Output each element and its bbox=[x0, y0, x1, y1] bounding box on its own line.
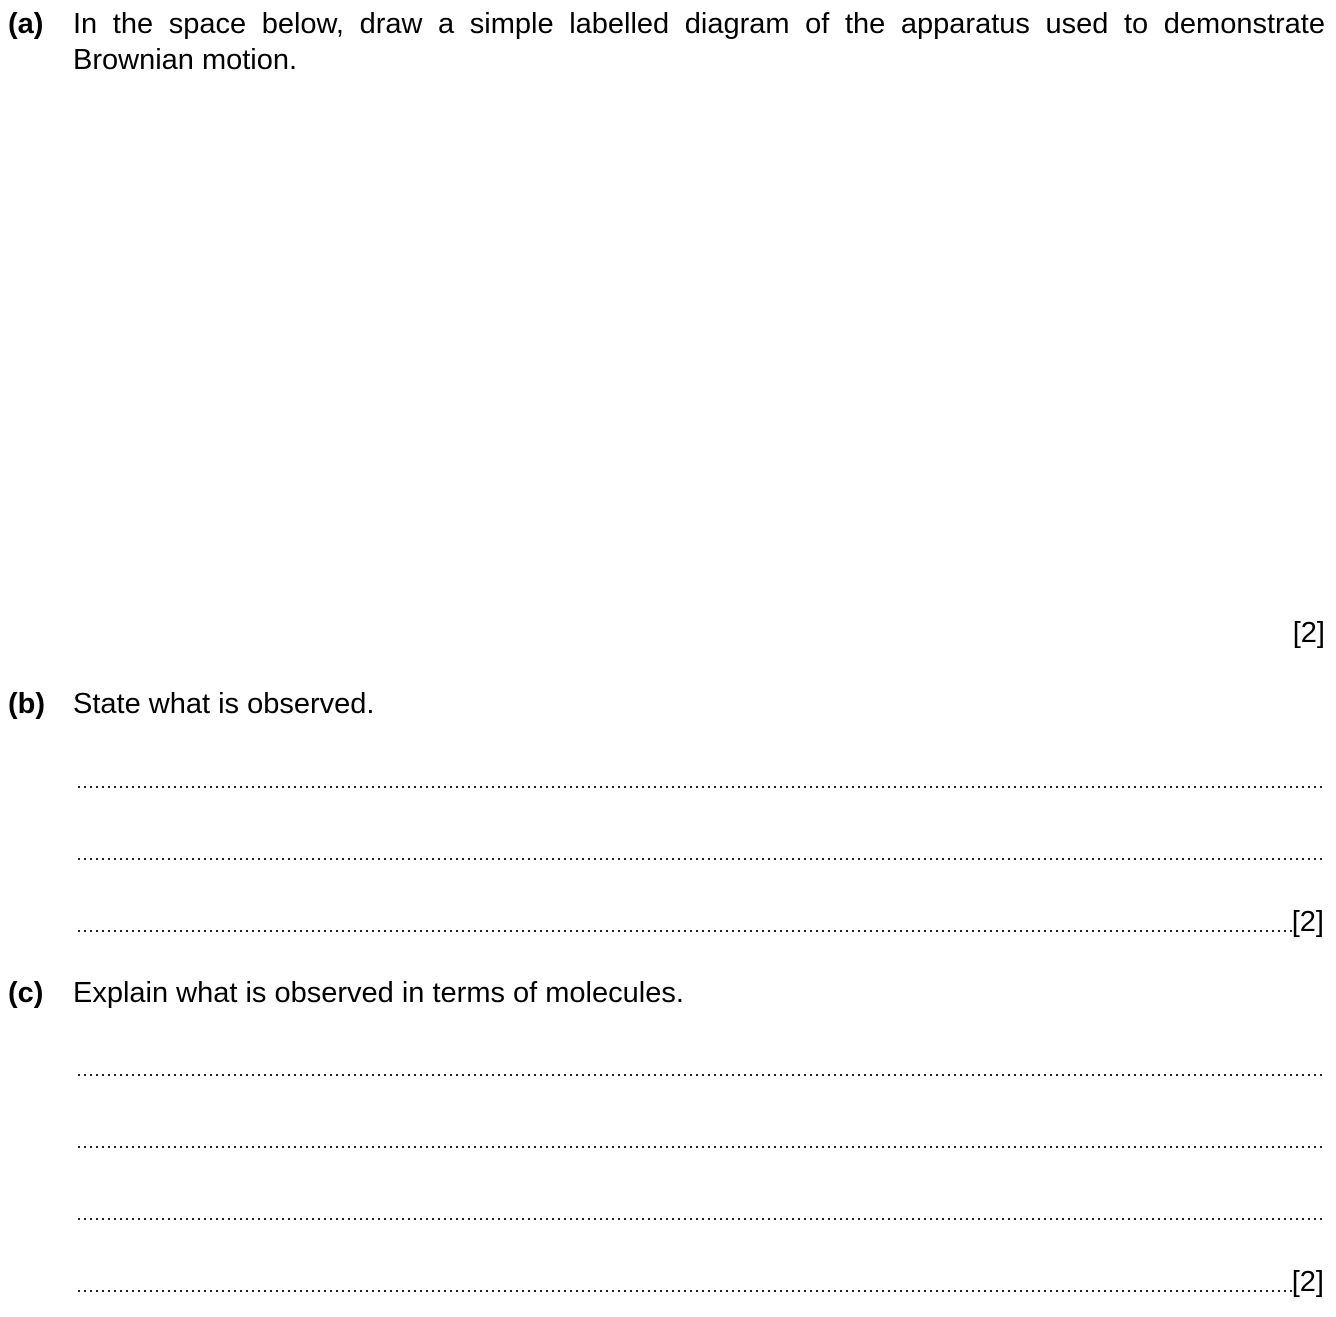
dotted-rule bbox=[76, 930, 1292, 932]
dotted-rule bbox=[76, 858, 1324, 860]
question-c-marks: [2] bbox=[1291, 1266, 1324, 1298]
question-c-text: Explain what is observed in terms of molecules. bbox=[73, 977, 684, 1009]
answer-line-c-4[interactable] bbox=[76, 1264, 1324, 1300]
question-c-label: (c) bbox=[8, 977, 44, 1009]
answer-line-c-1[interactable] bbox=[76, 1048, 1324, 1084]
question-b-text: State what is observed. bbox=[73, 688, 375, 720]
answer-line-b-3[interactable] bbox=[76, 904, 1324, 940]
dotted-rule bbox=[76, 1218, 1324, 1220]
question-a-label: (a) bbox=[8, 8, 44, 40]
dotted-rule bbox=[76, 1074, 1324, 1076]
question-a-marks: [2] bbox=[1292, 617, 1325, 649]
diagram-drawing-area[interactable] bbox=[73, 90, 1325, 600]
answer-line-b-1[interactable] bbox=[76, 760, 1324, 796]
dotted-rule bbox=[76, 1290, 1292, 1292]
question-a-text: In the space below, draw a simple labelled diagram of the apparatus used to demonstrate Brownian motion. bbox=[73, 8, 1325, 76]
question-b-label: (b) bbox=[8, 688, 46, 720]
answer-line-c-3[interactable] bbox=[76, 1192, 1324, 1228]
dotted-rule bbox=[76, 786, 1324, 788]
question-b-marks: [2] bbox=[1291, 906, 1324, 938]
dotted-rule bbox=[76, 1146, 1324, 1148]
answer-line-c-2[interactable] bbox=[76, 1120, 1324, 1156]
answer-line-b-2[interactable] bbox=[76, 832, 1324, 868]
